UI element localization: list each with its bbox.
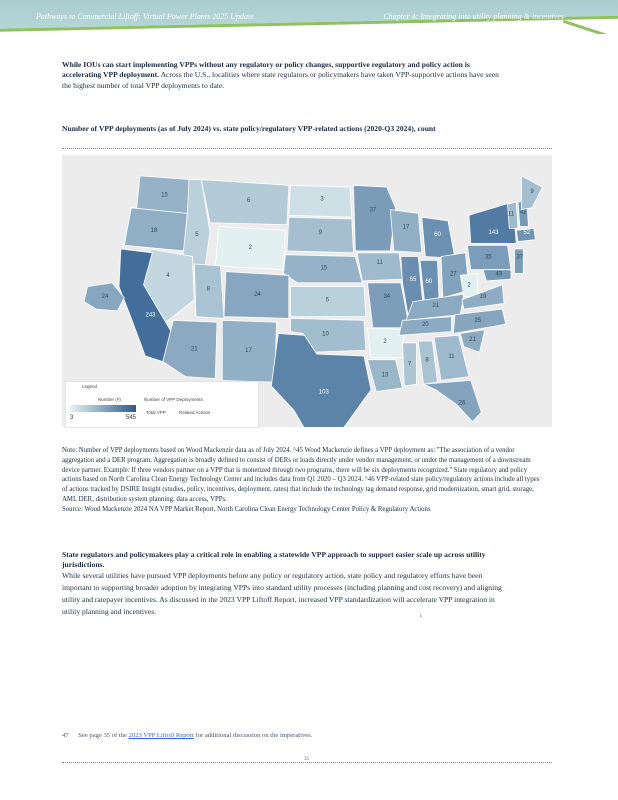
state-label-al: 8 — [425, 357, 429, 364]
state-label-nm: 17 — [245, 348, 252, 355]
legend-related-actions: Related Actions — [179, 410, 211, 415]
state-mt — [201, 180, 288, 225]
note-source: Source: Wood Mackenzie 2024 NA VPP Market Report, North Carolina Clean Energy Technology Center Policy & Regulatory Actions — [62, 505, 431, 513]
state-label-sc: 21 — [469, 337, 476, 343]
state-label-id: 5 — [195, 231, 199, 238]
state-label-oh: 27 — [449, 271, 457, 278]
page-number: 35 — [301, 757, 312, 762]
state-label-il: 65 — [409, 276, 417, 283]
chart-title: Number of VPP deployments (as of July 2024) vs. state policy/regulatory VPP-related actions (2020-Q3 2024), count — [62, 124, 436, 133]
state-label-ok: 10 — [322, 331, 329, 338]
footnote-post: for additional discussion on the imperatives. — [195, 732, 313, 739]
section2-bold-paragraph — [62, 550, 502, 571]
state-label-ia: 11 — [376, 260, 383, 266]
state-label-wa: 15 — [161, 192, 168, 199]
chart-note — [62, 446, 542, 515]
legend-deployments-header: Number of VPP Deployments — [144, 397, 203, 402]
state-label-ma: 52 — [523, 230, 531, 236]
map-legend — [65, 381, 259, 428]
state-label-ks: 5 — [325, 297, 329, 304]
state-label-wv: 2 — [467, 282, 471, 289]
state-label-ky: 21 — [432, 303, 440, 310]
state-label-va: 19 — [479, 293, 487, 300]
footnote-number: 47 — [62, 732, 69, 739]
citation-mark: c — [420, 614, 423, 619]
state-label-tn: 20 — [421, 322, 429, 328]
section2-rest: While several utilities have pursued VPP deployments before any policy or regulatory action, state policy and regulatory efforts have been important to supporting broader adoption by integrating VPPs into standard utility processes (including planning and cost recovery) and aligning utility and ratepayer incentives. As discussed in the 2023 VPP Liftoff Report, increased VPP standardization will accelerate VPP integration in utility planning and incentives. — [62, 571, 502, 616]
legend-min: 3 — [70, 415, 74, 421]
state-nj — [515, 249, 524, 273]
header-chapter-title: Chapter 4: Integrating into utility planning & incentives — [383, 12, 564, 21]
state-label-mo: 34 — [383, 293, 391, 300]
state-label-pa: 35 — [484, 254, 492, 261]
state-label-ut: 8 — [206, 286, 210, 293]
state-label-ms: 7 — [407, 361, 412, 368]
state-fl — [424, 380, 482, 421]
state-label-or: 18 — [150, 228, 158, 235]
header-band — [0, 0, 618, 34]
state-label-nv: 4 — [166, 273, 170, 280]
header-report-title: Pathways to Commercial Liftoff: Virtual Power Plants 2025 Update — [36, 12, 254, 21]
state-label-nc: 25 — [474, 318, 482, 325]
state-label-nd: 3 — [320, 196, 324, 203]
state-label-az: 21 — [190, 346, 198, 353]
legend-color-scale — [70, 405, 136, 412]
state-label-nh: 42 — [519, 209, 527, 216]
state-label-tx: 103 — [318, 389, 329, 396]
state-ia — [357, 253, 403, 281]
state-label-me: 9 — [530, 188, 534, 195]
legend-total-vpp: Total VPP — [146, 410, 166, 415]
state-label-in: 60 — [425, 278, 433, 285]
footnote — [62, 732, 312, 739]
state-label-sd: 9 — [318, 230, 322, 236]
state-label-wi: 17 — [402, 224, 410, 231]
state-label-wy: 2 — [248, 245, 252, 251]
intro-bold: While IOUs can start implementing VPPs without any regulatory or policy changes, supportive regulatory and policy action is accelerating VPP deployment. — [62, 60, 470, 80]
state-label-ar: 2 — [383, 338, 387, 345]
state-label-ak: 24 — [101, 293, 109, 300]
state-label-la: 13 — [381, 372, 389, 379]
state-label-co: 24 — [253, 291, 261, 298]
divider — [62, 148, 552, 149]
state-label-vt: 11 — [507, 211, 515, 218]
state-label-mi: 60 — [434, 231, 441, 238]
state-label-nj: 37 — [516, 254, 524, 261]
legend-max: 545 — [126, 415, 137, 421]
state-label-mt: 6 — [246, 198, 251, 205]
state-az — [163, 320, 217, 378]
state-label-mn: 37 — [369, 207, 377, 214]
state-label-ga: 11 — [448, 353, 455, 360]
footnote-link[interactable]: 2023 VPP Liftoff Report — [128, 732, 194, 739]
state-label-ny: 143 — [488, 230, 499, 236]
state-label-fl: 26 — [458, 400, 466, 407]
state-wi — [390, 210, 422, 253]
state-label-md: 43 — [495, 271, 503, 278]
state-label-ne: 15 — [320, 265, 328, 272]
footnote-pre: See page 35 of the — [78, 732, 127, 739]
footer-divider — [62, 762, 552, 763]
legend-number-header: Number (#) — [98, 397, 121, 402]
section2-bold: State regulators and policymakers play a critical role in enabling a statewide VPP approach to support easier scale up across utility jurisdictions. — [62, 550, 486, 570]
legend-title: Legend — [82, 384, 98, 389]
intro-rest: Across the U.S., localities where state regulators or policymakers have taken VPP-supportive actions have seen the highest number of total VPP deployments to date. — [62, 70, 499, 90]
state-mn — [354, 185, 396, 251]
note-text: Note: Number of VPP deployments based on Wood Mackenzie data as of July 2024. ^45 Wood Mackenzie defines a VPP deployment as: "The association of a vendor aggregation and a DER program. Aggregation is broadly defined to consist of DERs or loads directly under vendor management, or under the management of a downstream device partner. Example: If three vendors partner on a VPP that is monetized through two programs, there will be six deployments recognized." State regulatory and policy actions based on North Carolina Clean Energy Technology Center and includes data from Q1 2020 – Q3 2024. ^46 VPP-related state policy/regulatory actions include all types of actions tracked by DSIRE Insight (studies, policy, incentives, deployment, rates) that include the technology tag demand response, grid modernization, smart grid, storage, AMI, DER, distribution system planning, data access, VPPs. — [62, 447, 540, 503]
intro-paragraph — [62, 60, 502, 91]
state-label-ca: 243 — [145, 312, 156, 319]
